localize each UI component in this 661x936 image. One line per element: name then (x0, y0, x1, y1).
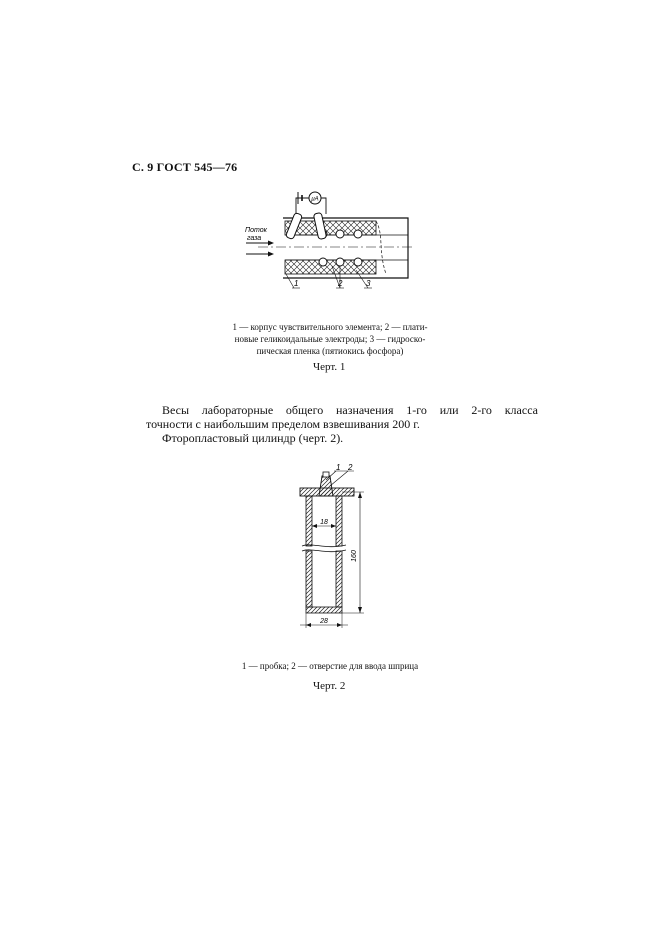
body-line: Фторопластовый цилиндр (черт. 2). (162, 431, 344, 445)
marker-2: 2 (338, 279, 343, 288)
caption-line: новые геликоидальные электроды; 3 — гидроско- (234, 334, 426, 344)
electrode (354, 230, 362, 238)
electrode (319, 258, 327, 266)
body-line: Весы лабораторные общего назначения 1-го или 2-го класса (162, 403, 538, 417)
electrode (336, 230, 344, 238)
page-header: С. 9 ГОСТ 545—76 (132, 160, 238, 174)
plug (319, 476, 333, 496)
figure-2-diagram (290, 462, 390, 640)
figure-1-diagram (228, 180, 428, 292)
figure-1-caption (200, 321, 460, 357)
dim-height: 160 (351, 550, 358, 562)
body-line: точности с наибольшим пределом взвешивания 200 г. (146, 417, 420, 431)
marker-1: 1 (294, 279, 299, 288)
body-paragraph (146, 403, 538, 445)
electrode (336, 258, 344, 266)
electrode (354, 258, 362, 266)
meter-label: μA (311, 196, 319, 203)
marker-1: 1 (336, 463, 341, 472)
dim-outer: 28 (320, 618, 328, 625)
marker-2: 2 (348, 463, 353, 472)
figure-1-title: Черт. 1 (313, 361, 346, 373)
figure-2-caption: 1 — пробка; 2 — отверстие для ввода шприца (241, 661, 419, 671)
marker-3: 3 (366, 279, 371, 288)
caption-line: пическая пленка (пятиокись фосфора) (256, 346, 404, 356)
figure-2-title: Черт. 2 (313, 680, 346, 692)
caption-line: 1 — корпус чувствительного элемента; 2 — плати- (232, 322, 428, 332)
flow-label: Поток (245, 227, 267, 234)
gas-label: газа (247, 235, 262, 242)
dim-inner: 18 (320, 519, 328, 526)
